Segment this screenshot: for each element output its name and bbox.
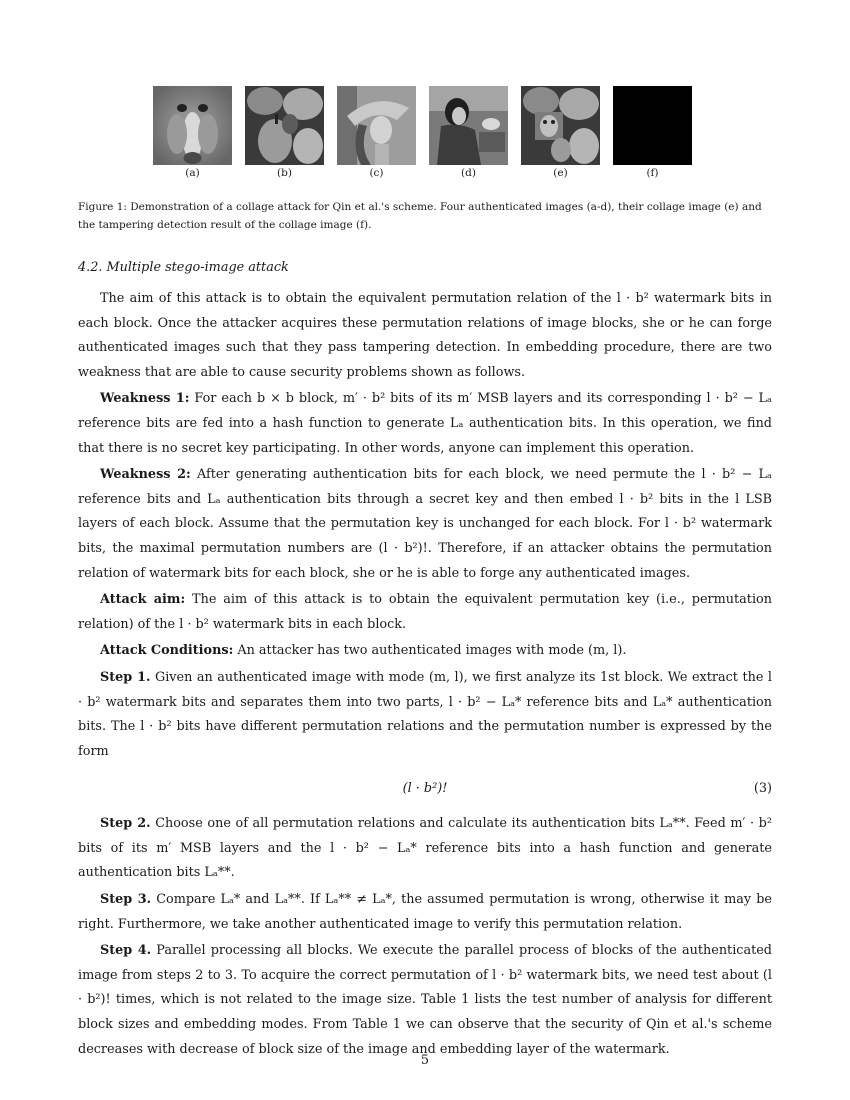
attack-aim-text: The aim of this attack is to obtain the equivalent permutation key (i.e., permutation relation) of the l · b² watermark bits in each block. [78,592,772,632]
equation-3 [78,766,772,812]
weakness-2-text: After generating authentication bits for each block, we need permute the l · b² − Lₐ reference bits and Lₐ authentication bits through a secret key and then embed l · b² bits in the l LSB layers of each block. Assume that the permutation key is unchanged for each block. For l · b² watermark bits, the maximal permutation numbers are (l · b²)!. Therefore, if an attacker obtains the permutation relation of watermark bits for each block, she or he is able to forge any authenticated images. [78,467,772,581]
step-1-text: Given an authenticated image with mode (m, l), we first analyze its 1st block. We extract the l · b² watermark bits and separates them into two parts, l · b² − Lₐ* reference bits and Lₐ* authentication bits. The l · b² bits have different permutation relations and the permutation number is expressed by the form [78,669,772,759]
figure-panel-d [429,86,508,179]
weakness-1-label: Weakness 1: [100,391,190,407]
weakness-1-text: For each b × b block, m′ · b² bits of its m′ MSB layers and its corresponding l · b² − Lₐ reference bits are fed into a hash function to generate Lₐ authentication bits. In this operation, we find that there is no secret key participating. In other words, anyone can implement this operation. [78,391,772,456]
paragraph-attack-aim [78,588,772,637]
paragraph-step-1 [78,666,772,764]
collage-image [521,86,600,165]
page-number: 5 [420,1053,430,1068]
equation-number: (3) [753,780,772,796]
section-title: 4.2. Multiple stego-image attack [78,260,289,275]
body-text [78,287,772,1064]
figure-label-a: (a) [185,167,200,179]
paragraph-step-4 [78,939,772,1062]
step-4-label: Step 4. [100,943,152,959]
paragraph-intro: The aim of this attack is to obtain the equivalent permutation relation of the l · b² watermark bits in each block. Once the attacker acquires these permutation relations of image blocks, she or he can forge authenticated images such that they pass tampering detection. In embedding procedure, there are two weakness that are able to cause security problems shown as follows. [78,291,772,380]
woman-scene-image [429,86,508,165]
figure-panel-f [613,86,692,179]
portrait-image [337,86,416,165]
figure-label-c: (c) [369,167,384,179]
paragraph-weakness-2 [78,463,772,586]
equation-expression: (l · b²)! [402,780,448,796]
paragraph-step-3 [78,888,772,937]
step-3-label: Step 3. [100,892,152,908]
step-2-label: Step 2. [100,816,151,832]
paragraph-attack-conditions [78,639,772,664]
figure-label-e: (e) [553,167,568,179]
figure-panel-c [337,86,416,179]
mandrill-image [153,86,232,165]
figure-panel-b [245,86,324,179]
figure-panel-e [521,86,600,179]
step-3-text: Compare Lₐ* and Lₐ**. If Lₐ** ≠ Lₐ*, the assumed permutation is wrong, otherwise it may be right. Furthermore, we take another authenticated image to verify this permutation relation. [78,892,772,932]
figure-label-f: (f) [646,167,659,179]
step-4-text: Parallel processing all blocks. We execute the parallel process of blocks of the authenticated image from steps 2 to 3. To acquire the correct permutation of l · b² watermark bits, we need test about (l · b²)! times, which is not related to the image size. Table 1 lists the test number of analysis for different block sizes and embedding modes. From Table 1 we can observe that the security of Qin et al.'s scheme decreases with decrease of block size of the image and embedding layer of the watermark. [78,943,772,1057]
attack-aim-label: Attack aim: [100,592,186,608]
attack-conditions-label: Attack Conditions: [100,643,234,659]
figure-label-d: (d) [461,167,476,179]
figure-label-b: (b) [277,167,292,179]
paragraph-step-2 [78,812,772,886]
step-2-text: Choose one of all permutation relations and calculate its authentication bits Lₐ**. Feed m′ · b² bits of its m′ MSB layers and the l · b² − Lₐ* reference bits into a hash function and generate authentication bits Lₐ**. [78,816,772,881]
detection-result-image [613,86,692,165]
figure-panel-a [153,86,232,179]
weakness-2-label: Weakness 2: [100,467,191,483]
step-1-label: Step 1. [100,669,151,685]
figure-1 [153,86,692,179]
attack-conditions-text: An attacker has two authenticated images with mode (m, l). [233,643,627,659]
peppers-image [245,86,324,165]
figure-caption: Figure 1: Demonstration of a collage attack for Qin et al.'s scheme. Four authenticated images (a-d), their collage image (e) and the tampering detection result of the collage image (f). [78,201,762,231]
paragraph-weakness-1 [78,387,772,461]
